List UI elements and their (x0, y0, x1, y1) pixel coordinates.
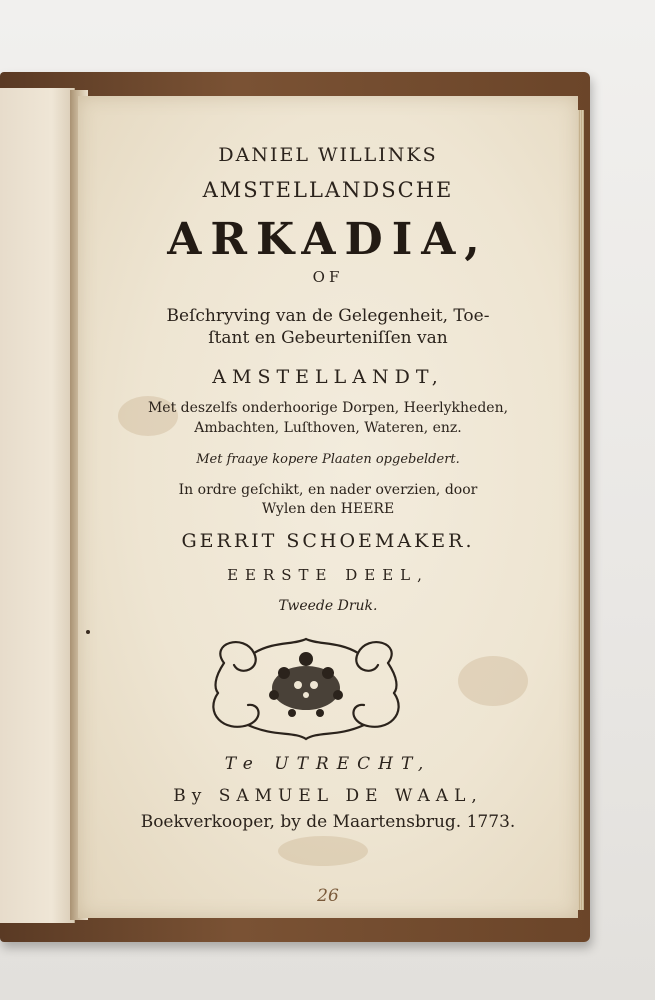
details-line-1: Met deszelfs onderhoorige Dorpen, Heerlykheden, (147, 400, 509, 416)
edition-label: Tweede Druk. (278, 598, 378, 614)
arranged-line-2: Wylen den HEERE (261, 501, 395, 517)
imprint-address: Boekverkooper, by de Maartensbrug. 1773. (140, 812, 516, 832)
illustrations-note: Met fraaye kopere Plaaten opgebeldert. (196, 452, 460, 467)
place-name: AMSTELLANDT, (212, 366, 444, 388)
ink-spot (86, 630, 90, 634)
details-line-2: Ambachten, Luſthoven, Wateren, enz. (194, 420, 462, 436)
description-line-1: Beſchryving van de Gelegenheit, Toe- (166, 306, 490, 326)
imprint-publisher: By SAMUEL DE WAAL, (173, 786, 483, 806)
foxing-stain (458, 656, 528, 706)
editor-name: GERRIT SCHOEMAKER. (181, 530, 475, 552)
book-subtitle: AMSTELLANDSCHE (202, 178, 454, 202)
author-name: DANIEL WILLINKS (218, 144, 438, 166)
handwritten-shelfmark: 26 (317, 886, 339, 906)
description-line-2: ſtant en Gebeurteniſſen van (208, 328, 448, 348)
book-title: ARKADIA, (167, 214, 489, 265)
imprint-city: Te UTRECHT, (224, 754, 432, 774)
title-page (78, 96, 578, 918)
left-page (0, 88, 75, 923)
arranged-line-1: In ordre geſchikt, en nader overzien, door (178, 482, 478, 498)
foxing-stain (278, 836, 368, 866)
volume-label: EERSTE DEEL, (227, 566, 429, 584)
title-conjunction: OF (312, 268, 344, 286)
printer-ornament-icon (204, 633, 408, 743)
